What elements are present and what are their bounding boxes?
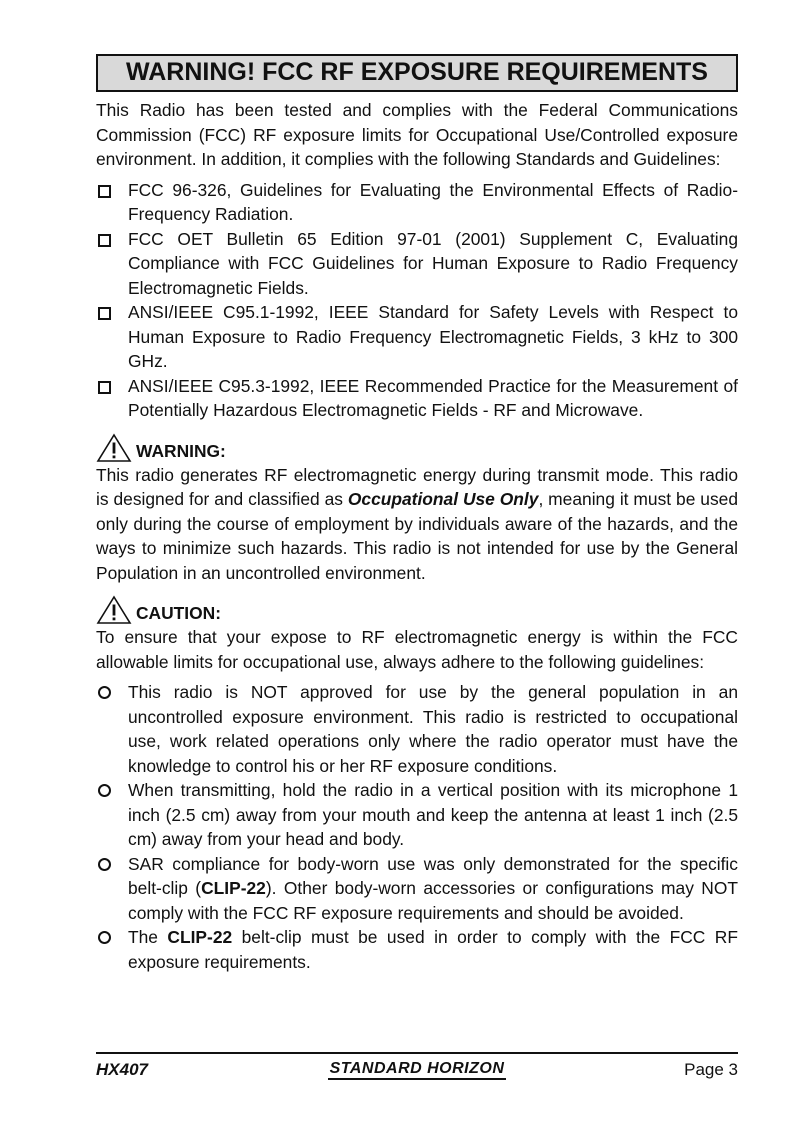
- warning-paragraph: This radio generates RF electromagnetic energy during transmit mode. This radio is designed for and classified as Occupational Use Only, meaning it must be used only during the course of employment by individuals aware of the hazards, and the ways to minimize such hazards. This radio is not intended for use by the General Population in an uncontrolled environment.: [96, 464, 739, 583]
- checkbox-bullet-icon: [98, 185, 111, 198]
- emphasis-text: Occupational Use Only: [347, 489, 539, 509]
- page-number: Page 3: [684, 1060, 738, 1079]
- list-item: This radio is NOT approved for use by the general population in an uncontrolled exposure environment. This radio is restricted to occupational use, work related operations only where the radio operator must have the knowledge to control his or her RF exposure conditions.: [96, 680, 738, 778]
- list-item: FCC OET Bulletin 65 Edition 97-01 (2001) Supplement C, Evaluating Compliance with FCC Guidelines for Human Exposure to Radio Frequency Electromagnetic Fields.: [96, 227, 738, 301]
- warning-heading: [96, 431, 738, 463]
- circle-bullet-icon: [98, 784, 111, 797]
- page-footer: [96, 1052, 738, 1084]
- checkbox-bullet-icon: [98, 381, 111, 394]
- section-title: WARNING! FCC RF EXPOSURE REQUIREMENTS: [96, 54, 738, 92]
- page-content: [96, 54, 738, 974]
- intro-paragraph: This Radio has been tested and complies with the Federal Communications Commission (FCC) RF exposure limits for Occupational Use/Controlled exposure environment. In addition, it complies with the following Standards and Guidelines:: [96, 100, 738, 169]
- checkbox-bullet-icon: [98, 307, 111, 320]
- model-name: HX407: [96, 1060, 148, 1079]
- warning-label: WARNING:: [136, 440, 226, 461]
- circle-bullet-icon: [98, 686, 111, 699]
- standards-list: [96, 178, 738, 423]
- list-item: SAR compliance for body-worn use was only demonstrated for the specific belt-clip (CLIP-22). Other body-worn accessories or configurations may NOT comply with the FCC RF exposure requirements and should be avoided.: [96, 852, 738, 926]
- list-item: The CLIP-22 belt-clip must be used in order to comply with the FCC RF exposure requirements.: [96, 925, 738, 974]
- brand-logo: STANDARD HORIZON: [96, 1060, 738, 1078]
- list-item: FCC 96-326, Guidelines for Evaluating the Environmental Effects of Radio-Frequency Radiation.: [96, 178, 738, 227]
- caution-triangle-icon: [96, 595, 132, 625]
- list-item: ANSI/IEEE C95.3-1992, IEEE Recommended Practice for the Measurement of Potentially Hazardous Electromagnetic Fields - RF and Microwave.: [96, 374, 738, 423]
- circle-bullet-icon: [98, 858, 111, 871]
- caution-intro: To ensure that your expose to RF electromagnetic energy is within the FCC allowable limits for occupational use, always adhere to the following guidelines:: [96, 627, 738, 672]
- checkbox-bullet-icon: [98, 234, 111, 247]
- circle-bullet-icon: [98, 931, 111, 944]
- warning-triangle-icon: [96, 433, 132, 463]
- caution-label: CAUTION:: [136, 603, 222, 623]
- caution-heading: [96, 593, 738, 625]
- list-item: ANSI/IEEE C95.1-1992, IEEE Standard for Safety Levels with Respect to Human Exposure to Radio Frequency Electromagnetic Fields, 3 kHz to 300 GHz.: [96, 300, 738, 374]
- list-item: When transmitting, hold the radio in a vertical position with its microphone 1 inch (2.5 cm) away from your mouth and keep the antenna at least 1 inch (2.5 cm) away from your head and body.: [96, 778, 738, 852]
- guidelines-list: [96, 680, 738, 974]
